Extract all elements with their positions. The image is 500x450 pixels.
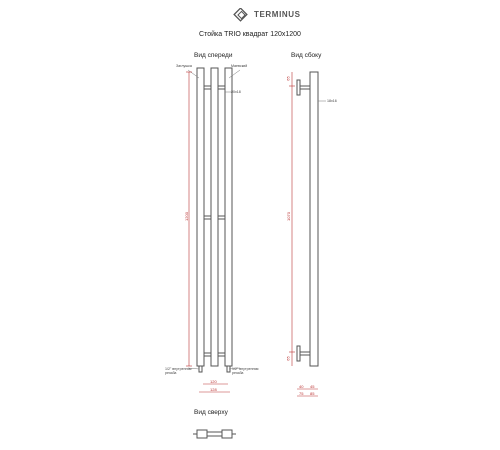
front-bar-middle (211, 68, 218, 366)
front-width-dimension-inner: 120 (210, 379, 217, 384)
side-bar (310, 72, 318, 366)
front-height-dimension: 1200 (183, 212, 189, 221)
front-view-label: Вид спереди (194, 52, 233, 59)
side-bottom-dim-4: 85 (310, 391, 315, 396)
brand-name: TERMINUS (254, 10, 301, 19)
side-height-dimension: 1070 (285, 212, 291, 221)
side-top-offset-dimension: 65 (285, 76, 291, 81)
callout-plug: Заглушка (176, 64, 192, 68)
note-thread-right: 1/2" внутренняя резьба (232, 367, 259, 375)
side-bottom-dim-1: 40 (299, 384, 304, 389)
side-pipe-dimension: 18х16 (327, 99, 337, 103)
top-view-label: Вид сверху (194, 409, 228, 416)
callout-profile: 20х18 (231, 90, 241, 94)
side-view-label: Вид сбоку (291, 52, 322, 59)
front-width-dimension-outer: 128 (210, 387, 217, 392)
side-bottom-offset-dimension: 65 (285, 356, 291, 361)
drawing-title: Стойка TRIO квадрат 120x1200 (199, 31, 301, 38)
callout-mayevsky: Маевский (231, 64, 248, 68)
front-bar-left (197, 68, 204, 366)
note-thread-left: 1/2" внутренняя резьба (165, 367, 192, 375)
front-bar-right (225, 68, 232, 366)
side-bottom-dim-3: 75 (299, 391, 304, 396)
side-bottom-dim-2: 45 (310, 384, 315, 389)
